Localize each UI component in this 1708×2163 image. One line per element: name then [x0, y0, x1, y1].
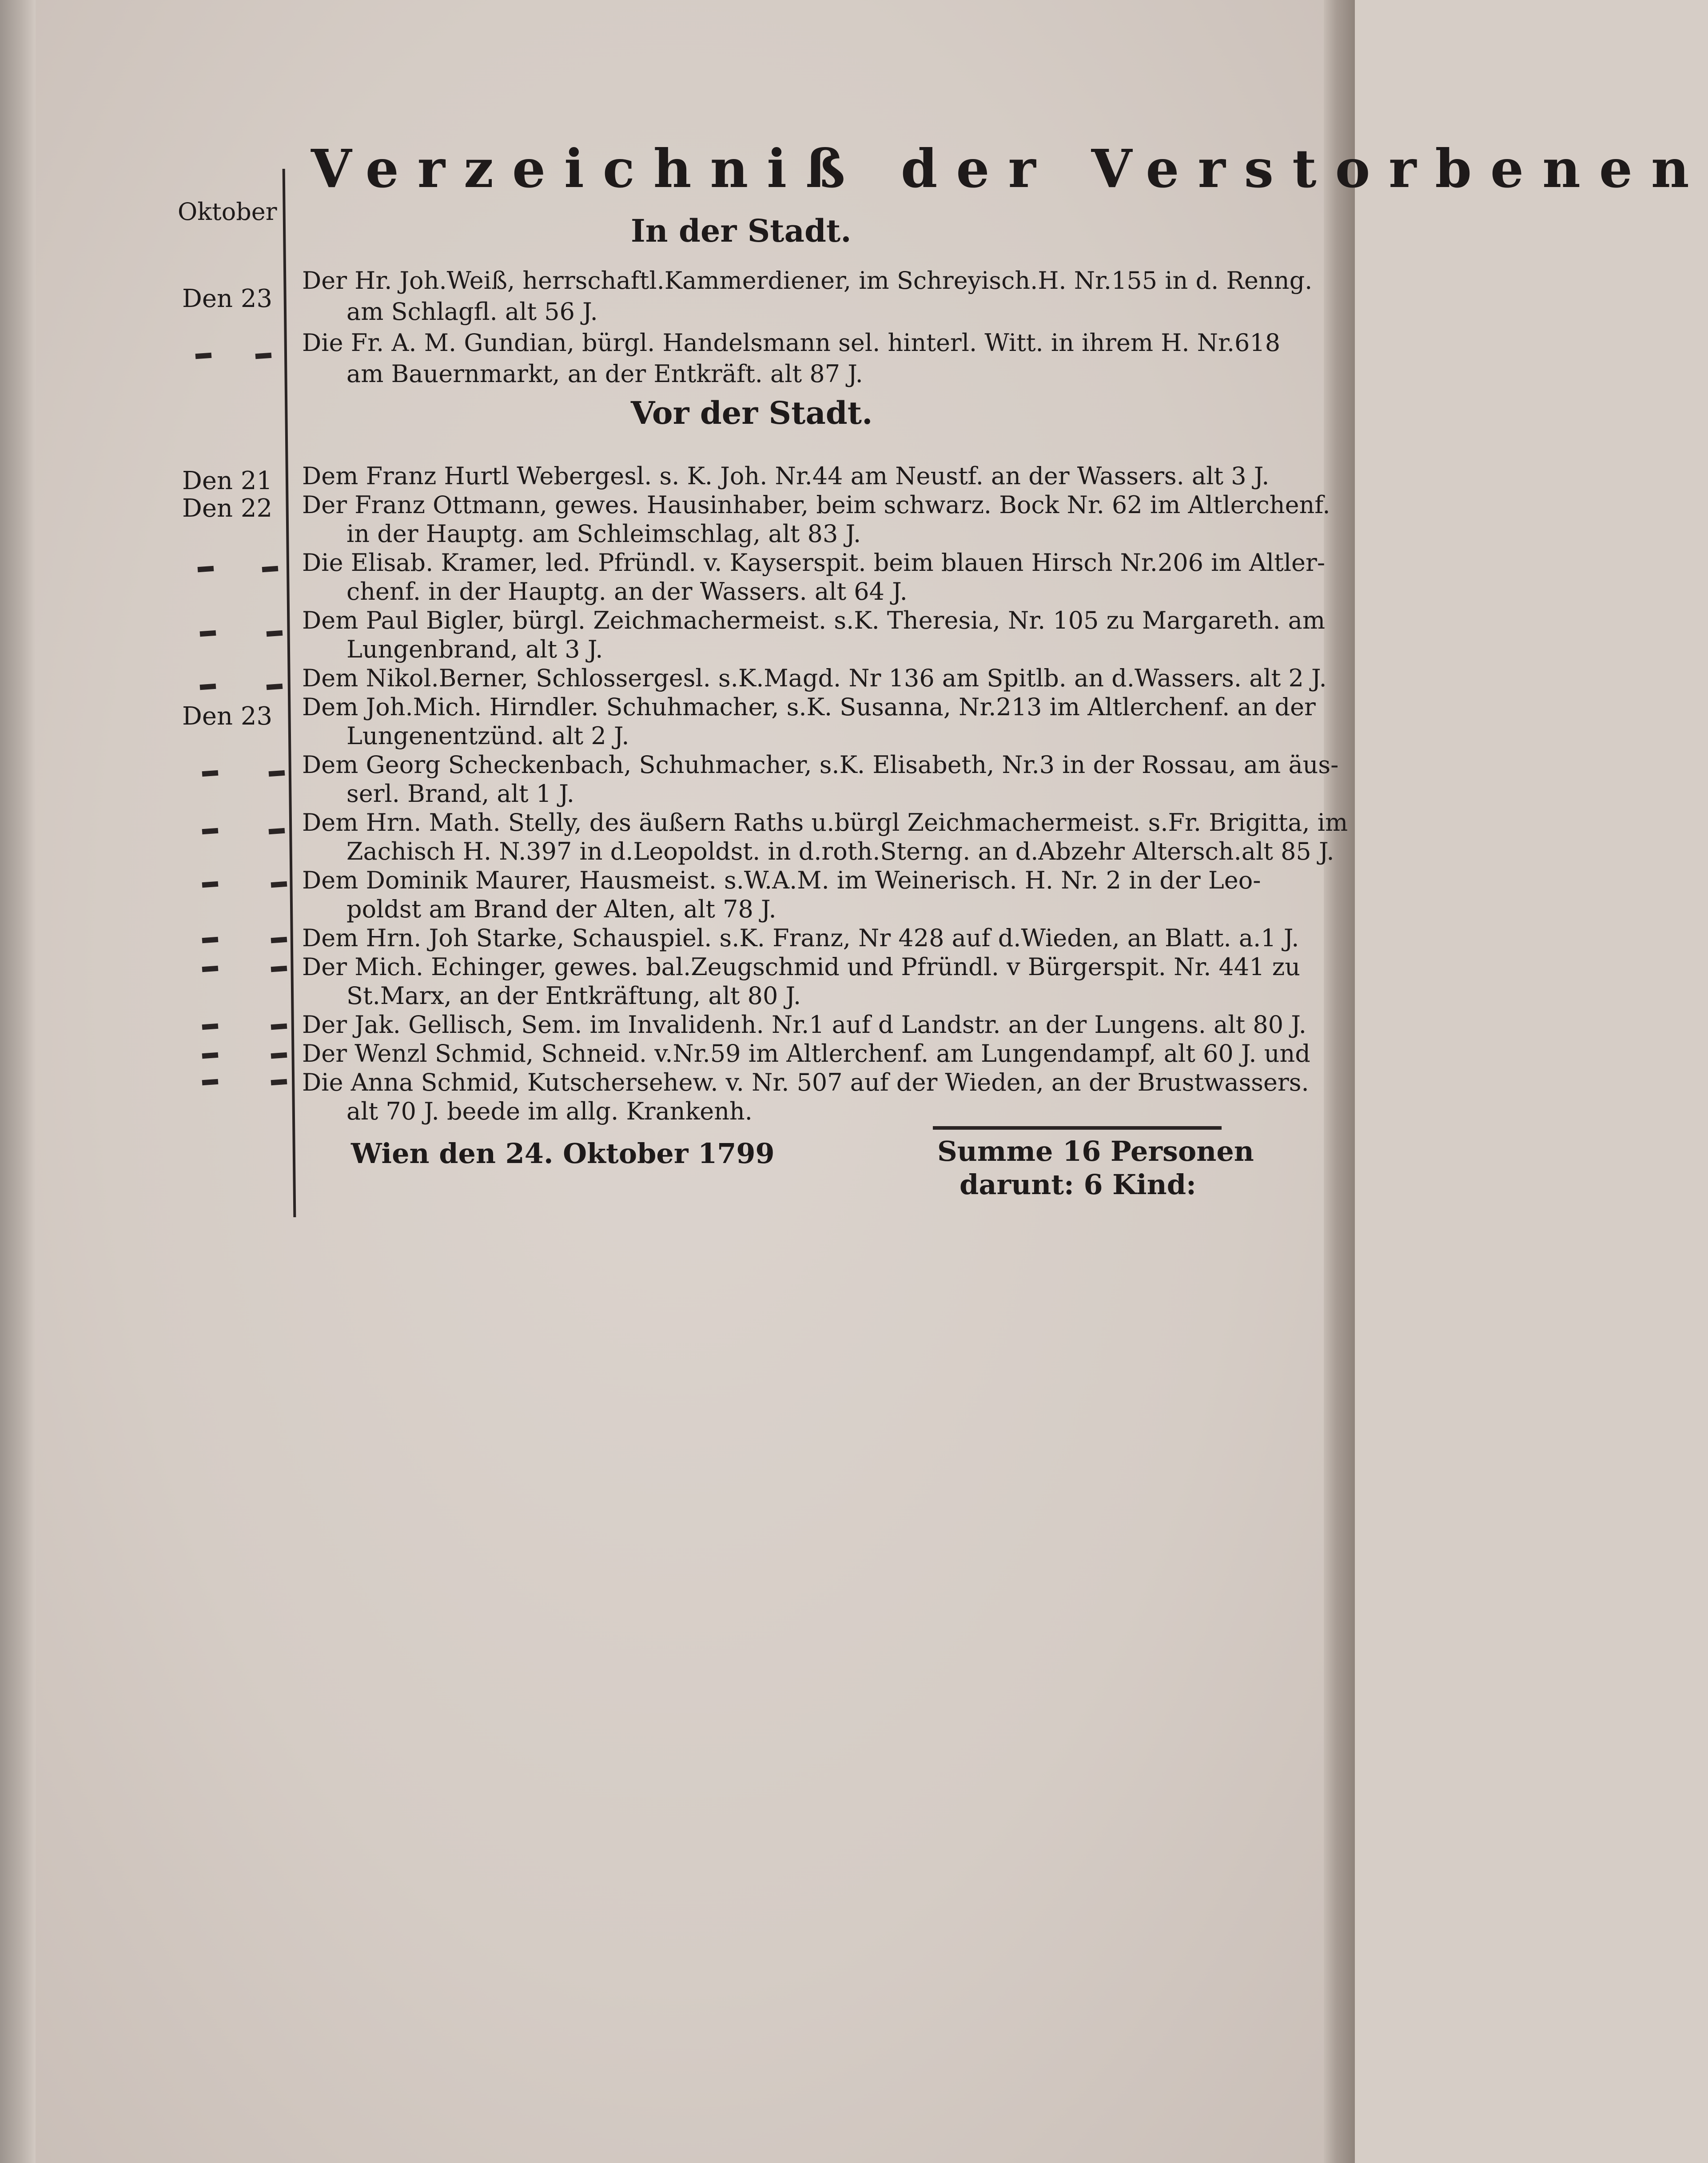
sum-total: Summe 16 Personen: [937, 1135, 1254, 1167]
footer-date: Wien den 24. Oktober 1799: [351, 1137, 775, 1170]
section-heading-suburbs: Vor der Stadt.: [631, 394, 873, 431]
ditto-mark: [269, 828, 285, 834]
entry-line: Die Fr. A. M. Gundian, bürgl. Handelsmann sel. hinterl. Witt. in ihrem H. Nr.618: [302, 329, 1281, 357]
entry-line: Dem Nikol.Berner, Schlossergesl. s.K.Magd. Nr 136 am Spitlb. an d.Wassers. alt 2 J.: [302, 664, 1327, 692]
ditto-mark: [271, 1052, 287, 1059]
date-label: Den 23: [182, 702, 273, 731]
page-edge: [1324, 0, 1355, 2163]
entry-line: serl. Brand, alt 1 J.: [346, 780, 574, 808]
ditto-mark: [267, 684, 283, 690]
entry-line: Zachisch H. N.397 in d.Leopoldst. in d.roth.Sterng. an d.Abzehr Altersch.alt 85 J.: [346, 837, 1334, 865]
entry-line: Dem Franz Hurtl Webergesl. s. K. Joh. Nr.44 am Neustf. an der Wassers. alt 3 J.: [302, 462, 1270, 490]
entry-line: Dem Joh.Mich. Hirndler. Schuhmacher, s.K. Susanna, Nr.213 im Altlerchenf. an der: [302, 693, 1316, 721]
entry-line: poldst am Brand der Alten, alt 78 J.: [346, 895, 776, 923]
ditto-mark: [202, 966, 219, 972]
ditto-mark: [202, 881, 219, 888]
entry-line: alt 70 J. beede im allg. Krankenh.: [346, 1097, 752, 1125]
entry-line: Der Hr. Joh.Weiß, herrschaftl.Kammerdiener, im Schreyisch.H. Nr.155 in d. Renng.: [302, 267, 1313, 295]
entry-line: St.Marx, an der Entkräftung, alt 80 J.: [346, 982, 801, 1010]
entry-line: Dem Paul Bigler, bürgl. Zeichmachermeist. s.K. Theresia, Nr. 105 zu Margareth. am: [302, 606, 1326, 634]
entry-line: Dem Dominik Maurer, Hausmeist. s.W.A.M. im Weinerisch. H. Nr. 2 in der Leo-: [302, 866, 1261, 894]
ditto-mark: [195, 353, 212, 359]
ditto-mark: [202, 1079, 219, 1085]
month-label: Oktober: [178, 198, 277, 226]
date-label: Den 21: [182, 466, 273, 495]
binding-gutter: [0, 0, 36, 2163]
ditto-mark: [202, 828, 219, 834]
entry-line: Die Anna Schmid, Kutschersehew. v. Nr. 507 auf der Wieden, an der Brustwassers.: [302, 1068, 1309, 1096]
date-label: Den 23: [182, 284, 273, 313]
entry-line: Der Franz Ottmann, gewes. Hausinhaber, beim schwarz. Bock Nr. 62 im Altlerchenf.: [302, 491, 1330, 519]
entry-line: Lungenentzünd. alt 2 J.: [346, 722, 629, 750]
entry-line: Dem Hrn. Joh Starke, Schauspiel. s.K. Franz, Nr 428 auf d.Wieden, an Blatt. a.1 J.: [302, 924, 1299, 952]
sum-children: darunt: 6 Kind:: [960, 1168, 1196, 1201]
vertical-rule: [283, 169, 296, 1217]
ditto-mark: [255, 353, 272, 359]
ditto-mark: [267, 630, 283, 637]
ditto-mark: [202, 1024, 219, 1030]
sum-rule: [933, 1126, 1222, 1130]
ditto-mark: [262, 566, 279, 572]
ditto-mark: [271, 881, 287, 888]
ditto-mark: [202, 937, 219, 943]
entry-line: am Bauernmarkt, an der Entkräft. alt 87 J.: [346, 360, 863, 388]
ditto-mark: [198, 566, 214, 572]
ditto-mark: [202, 1052, 219, 1059]
ditto-mark: [271, 937, 287, 943]
entry-line: am Schlagfl. alt 56 J.: [346, 298, 598, 326]
ditto-mark: [271, 1024, 287, 1030]
entry-line: Der Mich. Echinger, gewes. bal.Zeugschmid und Pfründl. v Bürgerspit. Nr. 441 zu: [302, 953, 1301, 981]
entry-line: Die Elisab. Kramer, led. Pfründl. v. Kayserspit. beim blauen Hirsch Nr.206 im Altler-: [302, 549, 1326, 577]
ditto-mark: [269, 770, 285, 777]
ditto-mark: [271, 1079, 287, 1085]
ditto-mark: [200, 684, 216, 690]
entry-line: Lungenbrand, alt 3 J.: [346, 635, 603, 663]
entry-line: Der Wenzl Schmid, Schneid. v.Nr.59 im Altlerchenf. am Lungendampf, alt 60 J. und: [302, 1040, 1310, 1068]
entry-line: Dem Hrn. Math. Stelly, des äußern Raths u.bürgl Zeichmachermeist. s.Fr. Brigitta, im: [302, 809, 1348, 837]
entry-line: in der Hauptg. am Schleimschlag, alt 83 J.: [346, 520, 861, 548]
section-heading-city: In der Stadt.: [631, 212, 852, 249]
ditto-mark: [271, 966, 287, 972]
ditto-mark: [202, 770, 219, 777]
page-title: Verzeichniß der Verstorbenen: [311, 138, 1708, 199]
entry-line: chenf. in der Hauptg. an der Wassers. alt 64 J.: [346, 578, 908, 605]
entry-line: Der Jak. Gellisch, Sem. im Invalidenh. Nr.1 auf d Landstr. an der Lungens. alt 80 J.: [302, 1011, 1306, 1039]
ditto-mark: [200, 630, 216, 637]
date-label: Den 22: [182, 494, 273, 523]
entry-line: Dem Georg Scheckenbach, Schuhmacher, s.K. Elisabeth, Nr.3 in der Rossau, am äus-: [302, 751, 1339, 779]
